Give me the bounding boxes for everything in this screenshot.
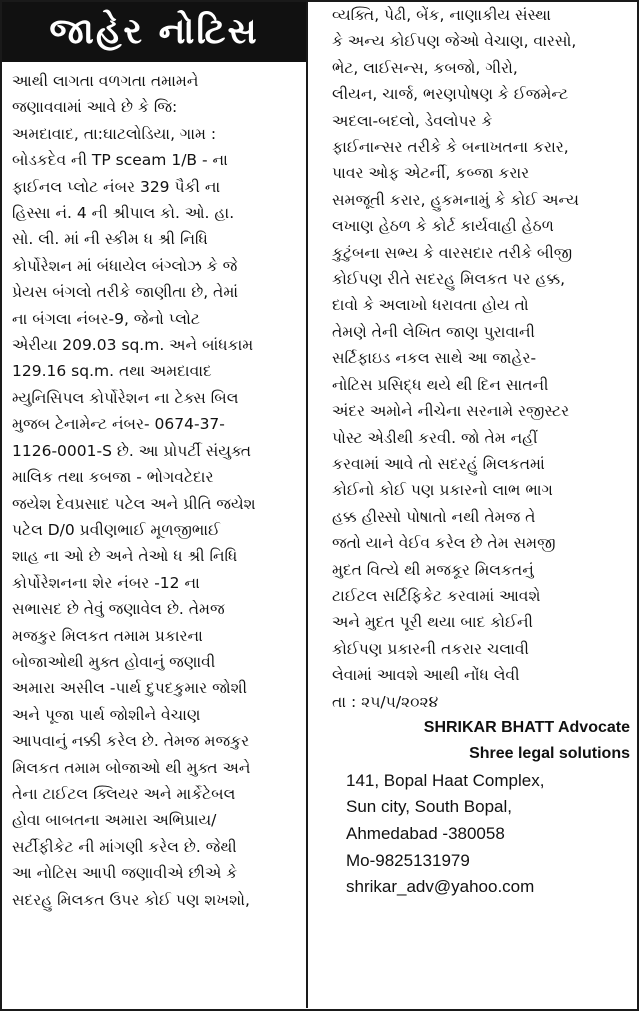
notice-text-line: લેવામાં આવશે આથી નોંધ લેવી	[332, 666, 520, 685]
notice-text-line: પોસ્ટ એડીથી કરવી. જો તેમ નહીં	[332, 428, 538, 447]
right-text-block	[322, 2, 634, 715]
notice-text-line: સર્ટીફીકેટ ની માંગણી કરેલ છે. જેથી	[12, 837, 237, 856]
notice-text-line: પટેલ D/0 પ્રવીણભાઈ મૂળજીભાઈ	[12, 520, 221, 539]
notice-text-line: માલિક તથા કબજા - ભોગવટેદાર	[12, 468, 214, 487]
notice-text-line: મુદત વિત્યે થી મજકૂર મિલકતનું	[332, 560, 534, 579]
address-line-2: Sun city, South Bopal,	[346, 797, 513, 817]
notice-text-line: કે અન્ય કોઈપણ જેઓ વેચાણ, વારસો,	[332, 32, 577, 51]
notice-text-line: મજકુર મિલકત તમામ પ્રકારના	[12, 626, 203, 645]
notice-text-line: તેના ટાઈટલ ક્લિયર અને માર્કેટેબલ	[12, 784, 236, 803]
notice-text-line: હોવા બાબતના અમારા અભિપ્રાય/	[12, 811, 217, 830]
notice-text-line: 1126-0001-S છે. આ પ્રોપર્ટી સંયુક્ત	[12, 441, 251, 460]
notice-text-line: પાવર ઓફ એટર્ની, કબ્જા કરાર	[332, 164, 530, 183]
address-line-3: Ahmedabad -380058	[346, 823, 505, 843]
notice-text-line: ફાઈનાન્સર તરીકે કે બનાખતના કરાર,	[332, 138, 569, 157]
notice-text-line: સદરહુ મિલકત ઉપર કોઈ પણ શખશો,	[12, 890, 250, 909]
email-address: shrikar_adv@yahoo.com	[346, 877, 535, 897]
notice-text-line: વ્યક્તિ, પેઢી, બેંક, નાણાકીય સંસ્થા	[332, 6, 551, 24]
notice-text-line: બોડકદેવ ની TP sceam 1/B - ના	[12, 151, 228, 170]
notice-text-line: અને પૂજા પાર્થ જોશીને વેચાણ	[12, 705, 201, 724]
mobile-number: Mo-9825131979	[346, 850, 470, 870]
notice-right-column	[322, 2, 634, 1008]
notice-text-line: આથી લાગતા વળગતા તમામને	[12, 72, 199, 90]
notice-text-line: મુજબ ટેનામેન્ટ નંબર- 0674-37-	[12, 415, 225, 434]
notice-text-line: અને મુદત પૂરી થયા બાદ કોઈની	[332, 613, 533, 632]
notice-text-line: કરવામાં આવે તો સદરહું મિલકતમાં	[332, 454, 545, 473]
left-text-block	[2, 68, 306, 913]
firm-name: Shree legal solutions	[469, 745, 630, 763]
notice-text-line: સભાસદ છે તેવું જણાવેલ છે. તેમજ	[12, 600, 225, 619]
notice-text-line: અદલા-બદલો, ડેવલોપર કે	[332, 111, 493, 130]
notice-text-line: ના બંગલા નંબર-9, જેનો પ્લોટ	[12, 309, 200, 328]
notice-title: જાહેર નોટિસ	[2, 2, 306, 62]
notice-text-line: અંદર અમોને નીચેના સરનામે રજીસ્ટર	[332, 402, 570, 421]
notice-text-line: તા : ૨૫/૫/૨૦૨૪	[332, 692, 439, 711]
notice-text-line: કુટુંબના સભ્ય કે વારસદાર તરીકે બીજી	[332, 243, 573, 262]
notice-text-line: કોઈનો કોઈ પણ પ્રકારનો લાભ ભાગ	[332, 481, 553, 500]
notice-text-line: કોર્પોરેશનના શેર નંબર -12 ના	[12, 573, 200, 592]
notice-text-line: અમારા અસીલ -પાર્થ દુપદકુમાર જોશી	[12, 679, 248, 698]
notice-text-line: જણાવવામાં આવે છે કે જિ:	[12, 98, 178, 117]
notice-text-line: મિલકત તમામ બોજાઓ થી મુક્ત અને	[12, 758, 251, 777]
notice-text-line: જયેશ દેવપ્રસાદ પટેલ અને પ્રીતિ જયેશ	[12, 494, 256, 513]
notice-text-line: લખાણ હેઠળ કે કોર્ટ કાર્યવાહી હેઠળ	[332, 217, 554, 236]
notice-text-line: કોર્પોરેશન માં બંધાયેલ બંગ્લોઝ કે જે	[12, 256, 238, 275]
notice-text-line: કોઈપણ પ્રકારની તકરાર ચલાવી	[332, 639, 529, 658]
notice-text-line: ટાઈટલ સર્ટિફિકેટ કરવામાં આવશે	[332, 586, 541, 605]
notice-text-line: લીયન, ચાર્જ, ભરણપોષણ કે ઈજમેન્ટ	[332, 85, 569, 104]
notice-text-line: એરીયા 209.03 sq.m. અને બાંધકામ	[12, 336, 254, 355]
notice-text-line: અમદાવાદ, તા:ઘાટલોડિયા, ગામ :	[12, 124, 217, 143]
address-line-1: 141, Bopal Haat Complex,	[346, 770, 545, 790]
notice-text-line: જતો યાને વેઈવ કરેલ છે તેમ સમજી	[332, 534, 556, 553]
notice-text-line: શાહ ના ઓ છે અને તેઓ ધ શ્રી નિધિ	[12, 547, 238, 566]
notice-text-line: સો. લી. માં ની સ્કીમ ધ શ્રી નિધિ	[12, 230, 208, 249]
notice-text-line: બોજાઓથી મુક્ત હોવાનું જણાવી	[12, 652, 216, 671]
notice-text-line: નોટિસ પ્રસિદ્ધ થયે થી દિન સાતની	[332, 375, 549, 394]
notice-text-line: તેમણે તેની લેખિત જાણ પુરાવાની	[332, 322, 535, 341]
notice-text-line: સમજૂતી કરાર, હુકમનામું કે કોઈ અન્ય	[332, 190, 579, 209]
notice-text-line: સર્ટિફાઇડ નકલ સાથે આ જાહેર-	[332, 349, 537, 368]
notice-text-line: ફાઈનલ પ્લોટ નંબર 329 પૈકી ના	[12, 177, 221, 196]
notice-text-line: મ્યુનિસિપલ કોર્પોરેશન ના ટેક્સ બિલ	[12, 388, 239, 407]
notice-text-line: 129.16 sq.m. તથા અમદાવાદ	[12, 362, 212, 381]
notice-text-line: દાવો કે અલાખો ધરાવતા હોય તો	[332, 296, 529, 315]
notice-text-line: હિસ્સા નં. 4 ની શ્રીપાલ કો. ઓ. હા.	[12, 204, 235, 223]
notice-text-line: આ નોટિસ આપી જણાવીએ છીએ કે	[12, 864, 238, 883]
advocate-name: SHRIKAR BHATT Advocate	[423, 718, 630, 736]
notice-text-line: પ્રેયસ બંગલો તરીકે જાણીતા છે, તેમાં	[12, 283, 239, 302]
notice-text-line: આપવાનું નક્કી કરેલ છે. તેમજ મજકુર	[12, 732, 250, 751]
notice-left-column	[2, 2, 308, 1008]
notice-text-line: હક્ક હીસ્સો પોષાતો નથી તેમજ તે	[332, 507, 536, 526]
notice-text-line: ભેટ, લાઈસન્સ, કબજો, ગીરો,	[332, 58, 518, 77]
notice-text-line: કોઈપણ રીતે સદરહુ મિલકત પર હક્ક,	[332, 270, 566, 289]
